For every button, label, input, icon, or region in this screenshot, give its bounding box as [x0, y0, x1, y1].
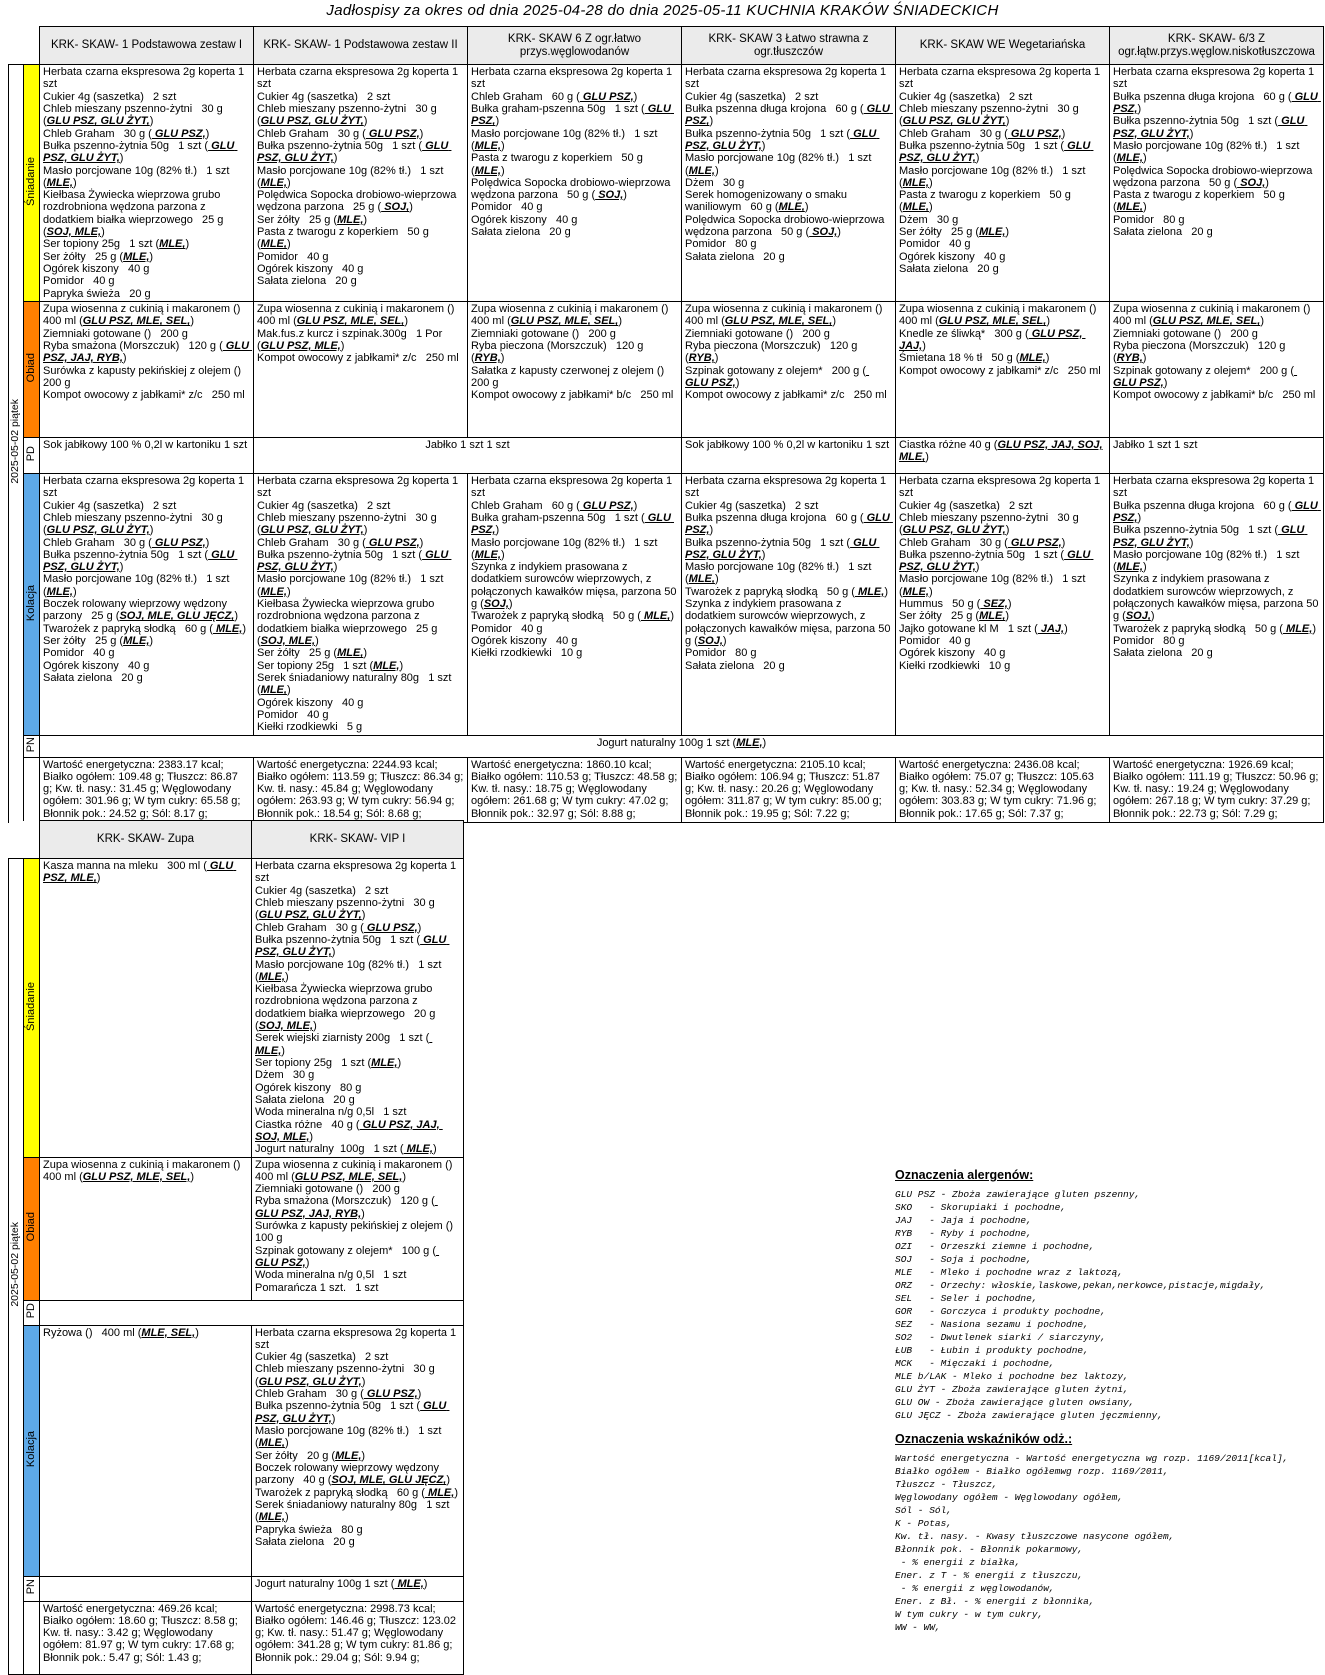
row-label-kolacja: Kolacja — [24, 473, 40, 735]
menu-cell-obiad-5: Zupa wiosenna z cukinią i makaronem () 400 ml (GLU PSZ, MLE, SEL,) Knedle ze śliwką* 300 g ( GLU PSZ, JAJ,) Śmietana 18 % tł 50 g (MLE,) Kompot owocowy z jabłkami* z/c 250 ml — [896, 301, 1110, 437]
allergen-legend-title: Oznaczenia alergenów: — [895, 1168, 1034, 1182]
nutrition-cell-5: Wartość energetyczna: 2436.08 kcal; Białko ogółem: 75.07 g; Tłuszcz: 105.63 g; Kw. tł. nasy.: 52.34 g; Węglowodany ogółem: 303.83 g; W tym cukry: 71.96 g; Błonnik pok.: 17.65 g; Sól: 7.37 g; — [896, 757, 1110, 822]
nutrition-cell-zupa: Wartość energetyczna: 469.26 kcal; Białko ogółem: 18.60 g; Tłuszcz: 8.58 g; Kw. tł. nasy.: 3.42 g; Węglowodany ogółem: 81.97 g; W tym cukry: 17.68 g; Błonnik pok.: 5.47 g; Sól: 1.43 g; — [40, 1601, 252, 1674]
menu-cell-sniadanie-6: Herbata czarna ekspresowa 2g koperta 1 szt Bułka pszenna długa krojona 60 g ( GLU PSZ,) Bułka pszenno-żytnia 50g 1 szt ( GLU PSZ, GLU ŻYT,) Masło porcjowane 10g (82% tł.) 1 szt (MLE,) Polędwica Sopocka drobiowo-wieprzowa wędzona parzona 50 g ( SOJ,) Pasta z twarogu z koperkiem 50 g (MLE,) Pomidor 80 g Sałata zielona 20 g — [1110, 65, 1324, 302]
indicator-legend-title: Oznaczenia wskaźników odż.: — [895, 1432, 1073, 1446]
diet-header-zupa: KRK- SKAW- Zupa — [40, 821, 252, 859]
row-label-sniadanie: Śniadanie — [24, 65, 40, 302]
menu-cell-kolacja-1: Herbata czarna ekspresowa 2g koperta 1 szt Cukier 4g (saszetka) 2 szt Chleb mieszany pszenno-żytni 30 g (GLU PSZ, GLU ŻYT,) Chleb Graham 30 g ( GLU PSZ,) Bułka pszenno-żytnia 50g 1 szt ( GLU PSZ, GLU ŻYT,) Masło porcjowane 10g (82% tł.) 1 szt (MLE,) Boczek rolowany wieprzowy wędzony parzony 25 g (SOJ, MLE, GLU JĘCZ,) Twarożek z papryką słodką 60 g ( MLE,) Ser żółty 25 g (MLE,) Pomidor 40 g Ogórek kiszony 40 g Sałata zielona 20 g — [40, 473, 254, 735]
menu-cell-obiad-2: Zupa wiosenna z cukinią i makaronem () 400 ml (GLU PSZ, MLE, SEL,) Mak.fus.z kurcz i szpinak.300g 1 Por (GLU PSZ, MLE,) Kompot owocowy z jabłkami* z/c 250 ml — [254, 301, 468, 437]
menu-cell-obiad-6: Zupa wiosenna z cukinią i makaronem () 400 ml (GLU PSZ, MLE, SEL,) Ziemniaki gotowane () 200 g Ryba pieczona (Morszczuk) 120 g (RYB,) Szpinak gotowany z olejem* 200 g ( GLU PSZ,) Kompot owocowy z jabłkami* b/c 250 ml — [1110, 301, 1324, 437]
menu-cell-obiad-1: Zupa wiosenna z cukinią i makaronem () 400 ml (GLU PSZ, MLE, SEL,) Ziemniaki gotowane () 200 g Ryba smażona (Morszczuk) 120 g ( GLU PSZ, JAJ, RYB,) Surówka z kapusty pekińskiej z olejem () 200 g Kompot owocowy z jabłkami* z/c 250 ml — [40, 301, 254, 437]
diet-header-vip: KRK- SKAW- VIP I — [252, 821, 464, 859]
menu-cell-sniadanie-4: Herbata czarna ekspresowa 2g koperta 1 szt Cukier 4g (saszetka) 2 szt Bułka pszenna długa krojona 60 g ( GLU PSZ,) Bułka pszenno-żytnia 50g 1 szt ( GLU PSZ, GLU ŻYT,) Masło porcjowane 10g (82% tł.) 1 szt (MLE,) Dżem 30 g Serek homogenizowany o smaku waniliowym 60 g (MLE,) Polędwica Sopocka drobiowo-wieprzowa wędzona parzona 50 g ( SOJ,) Pomidor 80 g Sałata zielona 20 g — [682, 65, 896, 302]
menu-cell-pd-5: Ciastka różne 40 g (GLU PSZ, JAJ, SOJ, MLE,) — [896, 437, 1110, 473]
menu-cell-obiad-4: Zupa wiosenna z cukinią i makaronem () 400 ml (GLU PSZ, MLE, SEL,) Ziemniaki gotowane () 200 g Ryba pieczona (Morszczuk) 120 g (RYB,) Szpinak gotowany z olejem* 200 g ( GLU PSZ,) Kompot owocowy z jabłkami* z/c 250 ml — [682, 301, 896, 437]
menu-cell-obiad-3: Zupa wiosenna z cukinią i makaronem () 400 ml (GLU PSZ, MLE, SEL,) Ziemniaki gotowane () 200 g Ryba pieczona (Morszczuk) 120 g (RYB,) Sałatka z kapusty czerwonej z olejem () 200 g Kompot owocowy z jabłkami* b/c 250 ml — [468, 301, 682, 437]
nutrition-cell-1: Wartość energetyczna: 2383.17 kcal; Białko ogółem: 109.48 g; Tłuszcz: 86.87 g; Kw. tł. nasy.: 31.45 g; Węglowodany ogółem: 301.96 g; W tym cukry: 65.58 g; Błonnik pok.: 24.52 g; Sól: 8.17 g; — [40, 757, 254, 822]
menu-cell-sniadanie-3: Herbata czarna ekspresowa 2g koperta 1 szt Chleb Graham 60 g ( GLU PSZ,) Bułka graham-pszenna 50g 1 szt ( GLU PSZ,) Masło porcjowane 10g (82% tł.) 1 szt (MLE,) Pasta z twarogu z koperkiem 50 g (MLE,) Polędwica Sopocka drobiowo-wieprzowa wędzona parzona 50 g ( SOJ,) Pomidor 40 g Ogórek kiszony 40 g Sałata zielona 20 g — [468, 65, 682, 302]
menu-cell-pd-empty — [40, 1300, 464, 1325]
diet-header-2: KRK- SKAW- 1 Podstawowa zestaw II — [254, 27, 468, 65]
legend-panel — [895, 1158, 1320, 1634]
menu-table-week-diets — [8, 26, 1324, 823]
date-label-cell — [9, 65, 24, 823]
row-label-obiad: Obiad — [24, 301, 40, 437]
nutrition-cell-6: Wartość energetyczna: 1926.69 kcal; Białko ogółem: 111.19 g; Tłuszcz: 50.96 g; Kw. tł. nasy.: 19.24 g; Węglowodany ogółem: 267.18 g; W tym cukry: 37.29 g; Błonnik pok.: 22.73 g; Sól: 7.29 g; — [1110, 757, 1324, 822]
diet-header-4: KRK- SKAW 3 Łatwo strawna z ogr.tłuszczów — [682, 27, 896, 65]
menu-cell-pd-2-3: Jabłko 1 szt 1 szt — [254, 437, 682, 473]
corner-spacer — [24, 821, 40, 859]
menu-cell-obiad-vip: Zupa wiosenna z cukinią i makaronem () 400 ml (GLU PSZ, MLE, SEL,) Ziemniaki gotowane () 200 g Ryba smażona (Morszczuk) 120 g ( GLU PSZ, JAJ, RYB,) Surówka z kapusty pekińskiej z olejem () 100 g Szpinak gotowany z olejem* 100 g ( GLU PSZ,) Woda mineralna n/g 0,5l 1 szt Pomarańcza 1 szt. 1 szt — [252, 1157, 464, 1300]
corner-spacer — [9, 27, 24, 65]
menu-cell-sniadanie-2: Herbata czarna ekspresowa 2g koperta 1 szt Cukier 4g (saszetka) 2 szt Chleb mieszany pszenno-żytni 30 g (GLU PSZ, GLU ŻYT,) Chleb Graham 30 g ( GLU PSZ,) Bułka pszenno-żytnia 50g 1 szt ( GLU PSZ, GLU ŻYT,) Masło porcjowane 10g (82% tł.) 1 szt (MLE,) Polędwica Sopocka drobiowo-wieprzowa wędzona parzona 25 g ( SOJ,) Ser żółty 25 g (MLE,) Pasta z twarogu z koperkiem 50 g (MLE,) Pomidor 40 g Ogórek kiszony 40 g Sałata zielona 20 g — [254, 65, 468, 302]
date-label: 2025-05-02 piątek — [9, 1222, 22, 1307]
menu-cell-kolacja-4: Herbata czarna ekspresowa 2g koperta 1 szt Cukier 4g (saszetka) 2 szt Bułka pszenna długa krojona 60 g ( GLU PSZ,) Bułka pszenno-żytnia 50g 1 szt ( GLU PSZ, GLU ŻYT,) Masło porcjowane 10g (82% tł.) 1 szt (MLE,) Twarożek z papryką słodką 50 g ( MLE,) Szynka z indykiem prasowana z dodatkiem surowców wieprzowych, z połączonych kawałków mięsa, parzona 50 g (SOJ,) Pomidor 80 g Sałata zielona 20 g — [682, 473, 896, 735]
menu-cell-kolacja-vip: Herbata czarna ekspresowa 2g koperta 1 szt Cukier 4g (saszetka) 2 szt Chleb mieszany pszenno-żytni 30 g (GLU PSZ, GLU ŻYT,) Chleb Graham 30 g ( GLU PSZ,) Bułka pszenno-żytnia 50g 1 szt ( GLU PSZ, GLU ŻYT,) Masło porcjowane 10g (82% tł.) 1 szt (MLE,) Ser żółty 20 g (MLE,) Boczek rolowany wieprzowy wędzony parzony 40 g (SOJ, MLE, GLU JĘCZ,) Twarożek z papryką słodką 60 g ( MLE,) Serek śniadaniowy naturalny 80g 1 szt (MLE,) Papryka świeża 80 g Sałata zielona 20 g — [252, 1325, 464, 1576]
diet-header-1: KRK- SKAW- 1 Podstawowa zestaw I — [40, 27, 254, 65]
menu-cell-kolacja-zupa: Ryżowa () 400 ml (MLE, SEL,) — [40, 1325, 252, 1576]
nutrition-cell-vip: Wartość energetyczna: 2998.73 kcal; Białko ogółem: 146.46 g; Tłuszcz: 123.02 g; Kw. tł. nasy.: 51.47 g; Węglowodany ogółem: 341.28 g; W tym cukry: 81.86 g; Błonnik pok.: 29.04 g; Sól: 9.94 g; — [252, 1601, 464, 1674]
menu-cell-obiad-zupa: Zupa wiosenna z cukinią i makaronem () 400 ml (GLU PSZ, MLE, SEL,) — [40, 1157, 252, 1300]
menu-cell-pn-vip: Jogurt naturalny 100g 1 szt ( MLE,) — [252, 1576, 464, 1601]
menu-cell-kolacja-2: Herbata czarna ekspresowa 2g koperta 1 szt Cukier 4g (saszetka) 2 szt Chleb mieszany pszenno-żytni 30 g (GLU PSZ, GLU ŻYT,) Chleb Graham 30 g ( GLU PSZ,) Bułka pszenno-żytnia 50g 1 szt ( GLU PSZ, GLU ŻYT,) Masło porcjowane 10g (82% tł.) 1 szt (MLE,) Kiełbasa Żywiecka wieprzowa grubo rozdrobniona wędzona parzona z dodatkiem białka wieprzowego 25 g (SOJ, MLE,) Ser żółty 25 g (MLE,) Ser topiony 25g 1 szt (MLE,) Serek śniadaniowy naturalny 80g 1 szt (MLE,) Ogórek kiszony 40 g Pomidor 40 g Kiełki rzodkiewki 5 g — [254, 473, 468, 735]
menu-cell-kolacja-5: Herbata czarna ekspresowa 2g koperta 1 szt Cukier 4g (saszetka) 2 szt Chleb mieszany pszenno-żytni 30 g (GLU PSZ, GLU ŻYT,) Chleb Graham 30 g ( GLU PSZ,) Bułka pszenno-żytnia 50g 1 szt ( GLU PSZ, GLU ŻYT,) Masło porcjowane 10g (82% tł.) 1 szt (MLE,) Hummus 50 g ( SEZ,) Ser żółty 25 g (MLE,) Jajko gotowane kl M 1 szt ( JAJ,) Pomidor 40 g Ogórek kiszony 40 g Kiełki rzodkiewki 10 g — [896, 473, 1110, 735]
nutrition-cell-3: Wartość energetyczna: 1860.10 kcal; Białko ogółem: 110.53 g; Tłuszcz: 48.58 g; Kw. tł. nasy.: 18.75 g; Węglowodany ogółem: 261.68 g; W tym cukry: 47.02 g; Błonnik pok.: 32.97 g; Sól: 8.88 g; — [468, 757, 682, 822]
menu-cell-pd-4: Sok jabłkowy 100 % 0,2l w kartoniku 1 szt — [682, 437, 896, 473]
row-label-empty — [24, 1601, 40, 1674]
menu-cell-pd-6: Jabłko 1 szt 1 szt — [1110, 437, 1324, 473]
row-label-empty — [24, 757, 40, 822]
menu-cell-pd-1: Sok jabłkowy 100 % 0,2l w kartoniku 1 szt — [40, 437, 254, 473]
row-label-pd: PD — [24, 1300, 40, 1325]
date-label-cell — [9, 859, 24, 1675]
menu-cell-sniadanie-vip: Herbata czarna ekspresowa 2g koperta 1 szt Cukier 4g (saszetka) 2 szt Chleb mieszany pszenno-żytni 30 g (GLU PSZ, GLU ŻYT,) Chleb Graham 30 g ( GLU PSZ,) Bułka pszenno-żytnia 50g 1 szt ( GLU PSZ, GLU ŻYT,) Masło porcjowane 10g (82% tł.) 1 szt (MLE,) Kiełbasa Żywiecka wieprzowa grubo rozdrobniona wędzona parzona z dodatkiem białka wieprzowego 20 g (SOJ, MLE,) Serek wiejski ziarnisty 200g 1 szt ( MLE,) Ser topiony 25g 1 szt (MLE,) Dżem 30 g Ogórek kiszony 80 g Sałata zielona 20 g Woda mineralna n/g 0,5l 1 szt Ciastka różne 40 g ( GLU PSZ, JAJ, SOJ, MLE,) Jogurt naturalny 100g 1 szt ( MLE,) — [252, 859, 464, 1158]
menu-cell-pn-all: Jogurt naturalny 100g 1 szt (MLE,) — [40, 735, 1324, 757]
date-label: 2025-05-02 piątek — [9, 399, 22, 484]
indicator-legend-list: Wartość energetyczna - Wartość energetyczna wg rozp. 1169/2011[kcal], Białko ogółem - Białko ogółemwg rozp. 1169/2011, Tłuszcz - Tłuszcz, Węglowodany ogółem - Węglowodany ogółem, Sól - Sól, K - Potas, Kw. tł. nasy. - Kwasy tłuszczowe nasycone ogółem, Błonnik pok. - Błonnik pokarmowy, - % energii z białka, Ener. z T - % energii z tłuszczu, - % energii z węglowodanów, Ener. z Bł. - % energii z błonnika, W tym cukry - w tym cukry, WW - WW, — [895, 1453, 1289, 1633]
page-title: Jadłospisy za okres od dnia 2025-04-28 do dnia 2025-05-11 KUCHNIA KRAKÓW ŚNIADECKICH — [326, 2, 999, 19]
menu-cell-kolacja-3: Herbata czarna ekspresowa 2g koperta 1 szt Chleb Graham 60 g ( GLU PSZ,) Bułka graham-pszenna 50g 1 szt ( GLU PSZ,) Masło porcjowane 10g (82% tł.) 1 szt (MLE,) Szynka z indykiem prasowana z dodatkiem surowców wieprzowych, z połączonych kawałków mięsa, parzona 50 g (SOJ,) Twarożek z papryką słodką 50 g ( MLE,) Pomidor 40 g Ogórek kiszony 40 g Kiełki rzodkiewki 10 g — [468, 473, 682, 735]
row-label-pn: PN — [24, 735, 40, 757]
corner-spacer — [9, 821, 24, 859]
corner-spacer — [24, 27, 40, 65]
row-label-pn: PN — [24, 1576, 40, 1601]
row-label-pd: PD — [24, 437, 40, 473]
diet-header-6: KRK- SKAW- 6/3 Z ogr.łątw.przys.węglow.niskotłuszczowa — [1110, 27, 1324, 65]
diet-header-3: KRK- SKAW 6 Z ogr.łatwo przys.węglowodanów — [468, 27, 682, 65]
row-label-kolacja: Kolacja — [24, 1325, 40, 1576]
menu-cell-sniadanie-1: Herbata czarna ekspresowa 2g koperta 1 szt Cukier 4g (saszetka) 2 szt Chleb mieszany pszenno-żytni 30 g (GLU PSZ, GLU ŻYT,) Chleb Graham 30 g ( GLU PSZ,) Bułka pszenno-żytnia 50g 1 szt ( GLU PSZ, GLU ŻYT,) Masło porcjowane 10g (82% tł.) 1 szt (MLE,) Kiełbasa Żywiecka wieprzowa grubo rozdrobniona wędzona parzona z dodatkiem białka wieprzowego 25 g (SOJ, MLE,) Ser topiony 25g 1 szt (MLE,) Ser żółty 25 g (MLE,) Ogórek kiszony 40 g Pomidor 40 g Papryka świeża 20 g — [40, 65, 254, 302]
menu-cell-kolacja-6: Herbata czarna ekspresowa 2g koperta 1 szt Bułka pszenna długa krojona 60 g ( GLU PSZ,) Bułka pszenno-żytnia 50g 1 szt ( GLU PSZ, GLU ŻYT,) Masło porcjowane 10g (82% tł.) 1 szt (MLE,) Szynka z indykiem prasowana z dodatkiem surowców wieprzowych, z połączonych kawałków mięsa, parzona 50 g (SOJ,) Twarożek z papryką słodką 50 g ( MLE,) Pomidor 80 g Sałata zielona 20 g — [1110, 473, 1324, 735]
menu-cell-pn-zupa — [40, 1576, 252, 1601]
menu-table-zupa-vip — [8, 820, 464, 1675]
menu-cell-sniadanie-5: Herbata czarna ekspresowa 2g koperta 1 szt Cukier 4g (saszetka) 2 szt Chleb mieszany pszenno-żytni 30 g (GLU PSZ, GLU ŻYT,) Chleb Graham 30 g ( GLU PSZ,) Bułka pszenno-żytnia 50g 1 szt ( GLU PSZ, GLU ŻYT,) Masło porcjowane 10g (82% tł.) 1 szt (MLE,) Pasta z twarogu z koperkiem 50 g (MLE,) Dżem 30 g Ser żółty 25 g (MLE,) Pomidor 40 g Ogórek kiszony 40 g Sałata zielona 20 g — [896, 65, 1110, 302]
allergen-legend-list: GLU PSZ - Zboża zawierające gluten pszenny, SKO - Skorupiaki i pochodne, JAJ - Jaja i pochodne, RYB - Ryby i pochodne, OZI - Orzeszki ziemne i pochodne, SOJ - Soja i pochodne, MLE - Mleko i pochodne wraz z laktozą, ORZ - Orzechy: włoskie,laskowe,pekan,nerkowce,pistacje,migdały, SEL - Seler i pochodne, GOR - Gorczyca i produkty pochodne, SEZ - Nasiona sezamu i pochodne, SO2 - Dwutlenek siarki / siarczyny, ŁUB - Łubin i produkty pochodne, MCK - Mięczaki i pochodne, MLE b/LAK - Mleko i pochodne bez laktozy, GLU ŻYT - Zboża zawierające gluten żytni, GLU OW - Zboża zawierające gluten owsiany, GLU JĘCZ - Zboża zawierające gluten jęczmienny, — [895, 1189, 1266, 1421]
nutrition-cell-2: Wartość energetyczna: 2244.93 kcal; Białko ogółem: 113.59 g; Tłuszcz: 86.34 g; Kw. tł. nasy.: 45.84 g; Węglowodany ogółem: 263.93 g; W tym cukry: 56.94 g; Błonnik pok.: 18.54 g; Sól: 8.68 g; — [254, 757, 468, 822]
row-label-sniadanie: Śniadanie — [24, 859, 40, 1158]
nutrition-cell-4: Wartość energetyczna: 2105.10 kcal; Białko ogółem: 106.94 g; Tłuszcz: 51.87 g; Kw. tł. nasy.: 20.26 g; Węglowodany ogółem: 311.87 g; W tym cukry: 85.00 g; Błonnik pok.: 19.95 g; Sól: 7.22 g; — [682, 757, 896, 822]
menu-cell-sniadanie-zupa: Kasza manna na mleku 300 ml ( GLU PSZ, MLE,) — [40, 859, 252, 1158]
row-label-obiad: Obiad — [24, 1157, 40, 1300]
diet-header-5: KRK- SKAW WE Wegetariańska — [896, 27, 1110, 65]
